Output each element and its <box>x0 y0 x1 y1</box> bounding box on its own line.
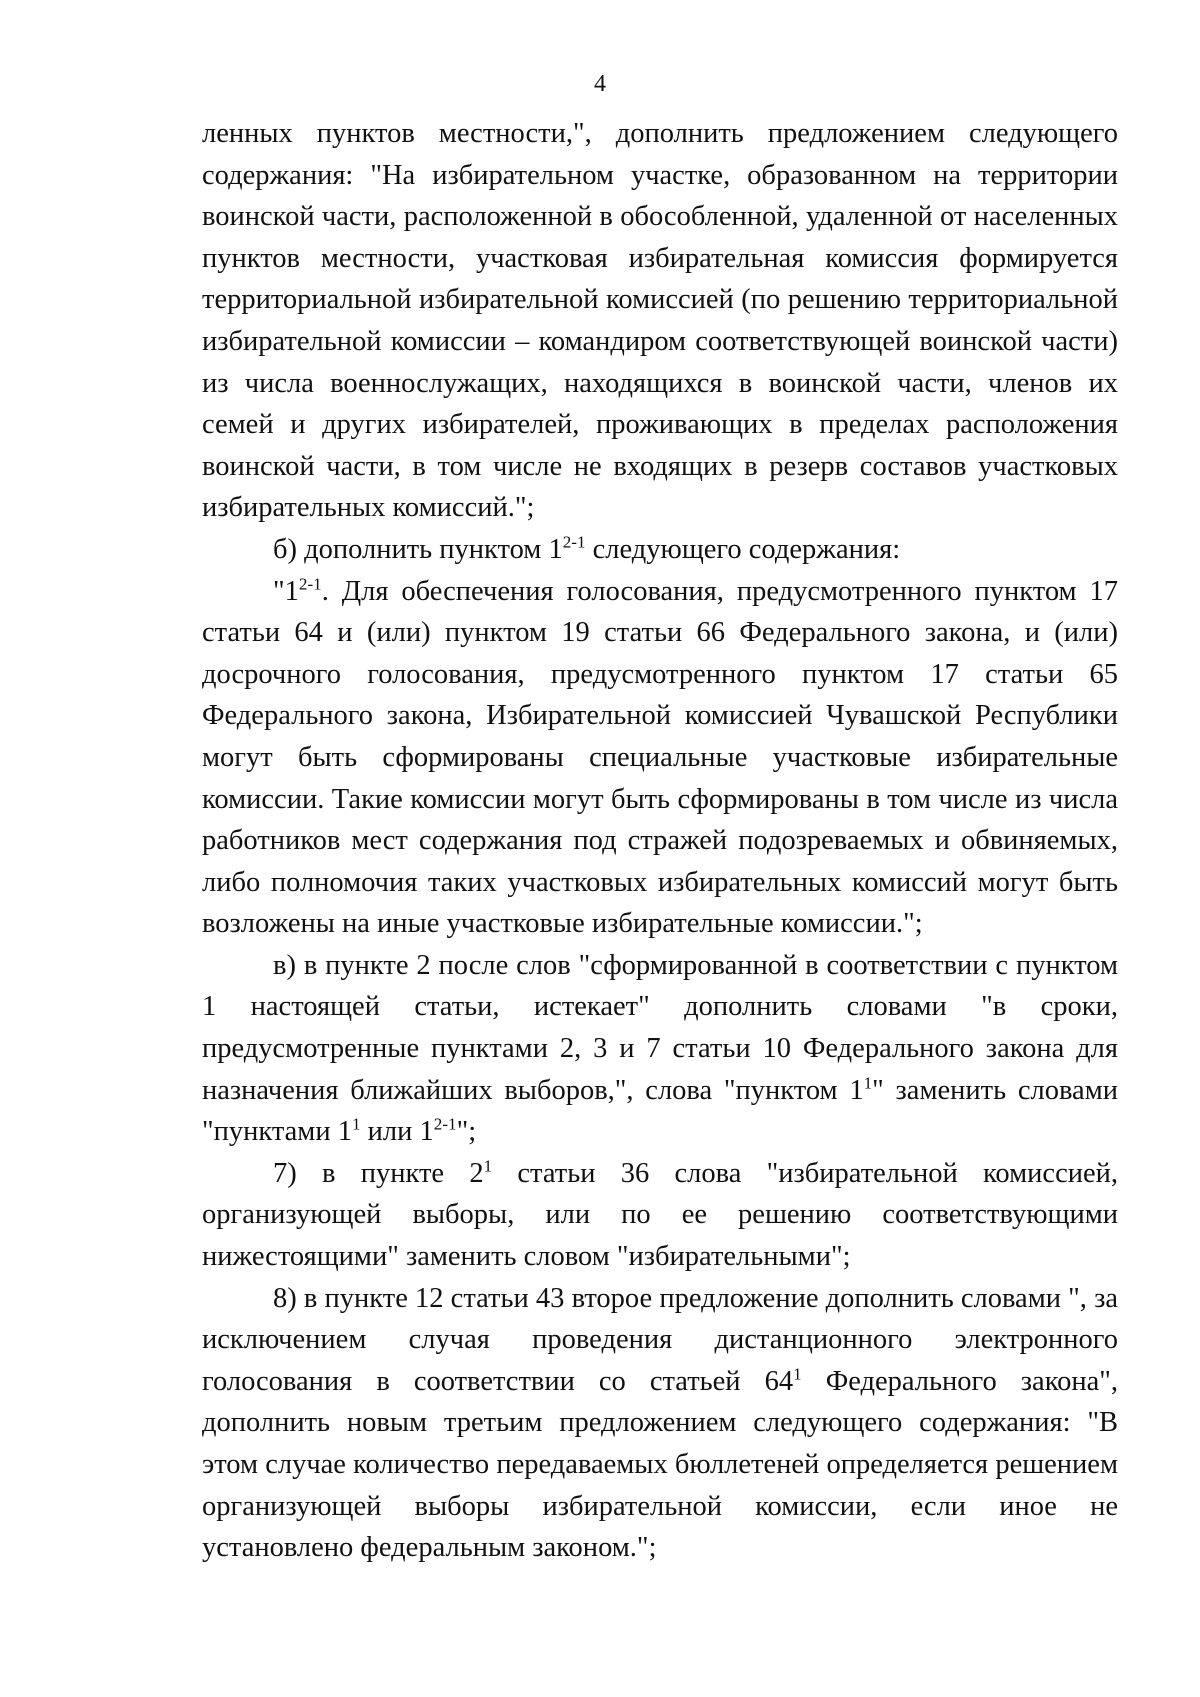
paragraph-text: "; <box>456 1116 477 1148</box>
paragraph-text: "1 <box>273 575 299 607</box>
paragraph-text: 7) в пункте 2 <box>273 1157 484 1189</box>
paragraph-text: б) дополнить пунктом 1 <box>273 533 563 565</box>
superscript: 2-1 <box>562 532 586 552</box>
superscript: 2-1 <box>433 1114 457 1134</box>
paragraph-text: следующего содержания: <box>585 533 901 565</box>
paragraph-text: в) в пункте 2 после слов "сформированной в соответствии с пунктом 1 настоящей статьи, истекает" дополнить словами "в сроки, предусмотренные пунктами 2, 3 и 7 статьи 10 Федерального закона для назначения ближайших выборов,", слова "пунктом 1 <box>202 949 1118 1106</box>
superscript: 1 <box>351 1114 361 1134</box>
paragraph-text: Федерального закона", дополнить новым третьим предложением следующего содержания: "В этом случае количество передаваемых бюллетеней определяется решением организующей выборы избирательной комиссии, если иное не установлено федеральным законом."; <box>202 1365 1119 1564</box>
superscript: 2-1 <box>298 573 322 593</box>
paragraph-quoted-clause <box>202 571 1118 945</box>
paragraph-text: ленных пунктов местности,", дополнить предложением следующего содержания: "На избирательном участке, образованном на территории воинской части, расположенной в обособленной, удаленной от населенных пунктов местности, участковая избирательная комиссия формируется территориальной избирательной комиссией (по решению территориальной избирательной комиссии – командиром соответствующей воинской части) из числа военнослужащих, находящихся в воинской части, членов их семей и других избирателей, проживающих в пределах расположения воинской части, в том числе не входящих в резерв составов участковых избирательных комиссий."; <box>202 118 1118 524</box>
paragraph-text: " заменить словами "пунктами 1 <box>202 1074 1118 1148</box>
paragraph-text: статьи 36 слова "избирательной комиссией, организующей выборы, или по ее решению соответствующими нижестоящими" заменить словом "избирательными"; <box>202 1157 1119 1273</box>
superscript: 1 <box>863 1073 873 1093</box>
document-body <box>202 113 1118 1569</box>
paragraph-text: или 1 <box>360 1116 434 1148</box>
paragraph-text: . Для обеспечения голосования, предусмотренного пунктом 17 статьи 64 и (или) пунктом 19 статьи 66 Федерального закона, и (или) досрочного голосования, предусмотренного пунктом 17 статьи 65 Федерального закона, Избирательной комиссией Чувашской Республики могут быть сформированы специальные участковые избирательные комиссии. Такие комиссии могут быть сформированы в том числе из числа работников мест содержания под стражей подозреваемых и обвиняемых, либо полномочия таких участковых избирательных комиссий могут быть возложены на иные участковые избирательные комиссии."; <box>202 575 1118 940</box>
superscript: 1 <box>793 1364 802 1384</box>
page-number: 4 <box>594 71 606 97</box>
paragraph-text: 8) в пункте 12 статьи 43 второе предложение дополнить словами ", за исключением случая проведения дистанционного электронного голосования в соответствии со статьей 64 <box>202 1282 1118 1397</box>
superscript: 1 <box>483 1156 493 1176</box>
paragraph-continuation <box>202 113 1118 529</box>
paragraph-item-8 <box>202 1278 1118 1569</box>
paragraph-item-b <box>202 529 1118 571</box>
paragraph-item-7 <box>202 1153 1118 1278</box>
paragraph-item-v <box>202 945 1118 1153</box>
